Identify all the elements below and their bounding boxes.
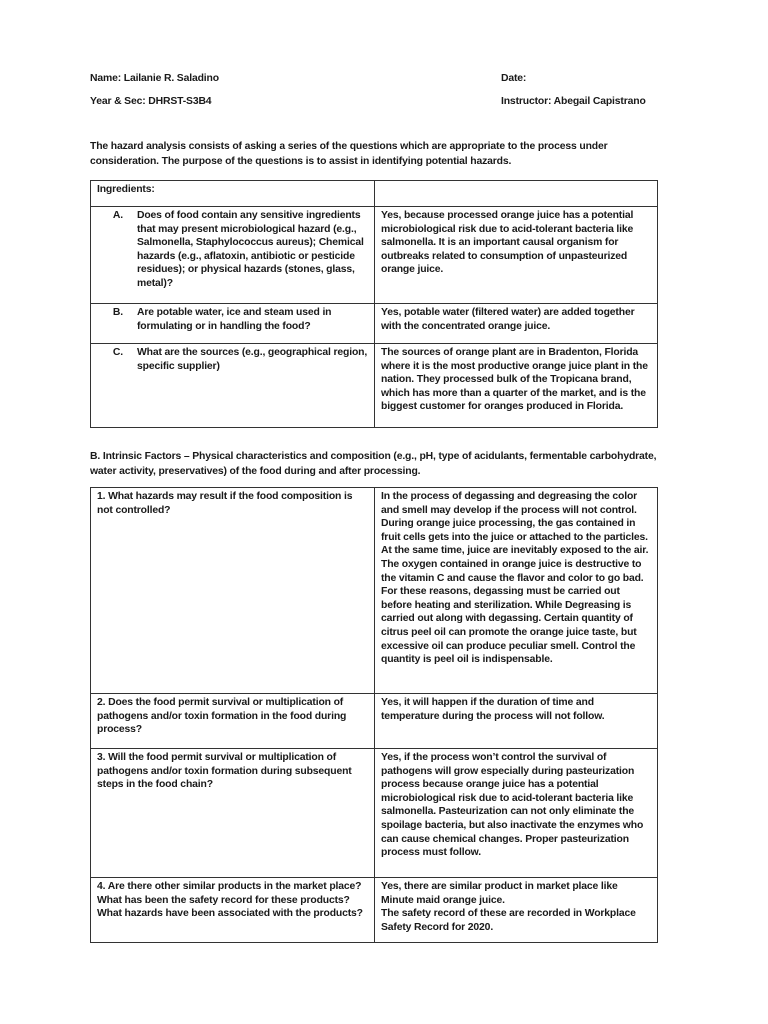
item-letter: C.	[112, 347, 123, 358]
year-section: Year & Sec: DHRST-S3B4	[90, 96, 212, 107]
answer-continued: The safety record of these are recorded in Workplace Safety Record for 2020.	[381, 908, 636, 933]
question: 4. Are there other similar products in the market place? What has been the safety record for these products? What hazards have been associated with the products?	[91, 878, 375, 943]
question: Does of food contain any sensitive ingredients that may present microbiological hazard (e.g., Salmonella, Staphylococcus aureus); Chemical hazards (e.g., aflatoxin, antibiotic or pesticide residues); or physical hazards (stones, glass, metal)?	[137, 210, 364, 289]
empty-cell	[375, 181, 658, 207]
answer: Yes, it will happen if the duration of time and temperature during the process will not follow.	[375, 694, 658, 749]
table-row	[91, 304, 658, 344]
table-header-row	[91, 181, 658, 207]
answer-cell	[375, 878, 658, 943]
answer: Yes, because processed orange juice has a potential microbiological risk due to acid-tolerant bacteria like salmonella. It is an important causal organism for outbreaks related to consumption of unpasteurized orange juice.	[375, 207, 658, 304]
intrinsic-factors-table	[90, 487, 658, 943]
table-row	[91, 207, 658, 304]
item-letter: A.	[112, 210, 123, 221]
ingredients-table	[90, 180, 658, 428]
item-letter: B.	[112, 307, 123, 318]
student-name: Name: Lailanie R. Saladino	[90, 73, 219, 84]
answer: Yes, if the process won’t control the survival of pathogens will grow especially during pasteurization process because orange juice has a potential microbiological risk due to acid-tolerant bacteria like salmonella. Pasteurization can not only eliminate the spoilage bacteria, but also inactivate the enzymes who can cause chemical changes. Proper pasteurization process must follow.	[375, 749, 658, 878]
question: Are potable water, ice and steam used in formulating or in handling the food?	[137, 307, 332, 332]
question: 1. What hazards may result if the food composition is not controlled?	[91, 488, 375, 694]
ingredients-heading: Ingredients:	[91, 181, 375, 207]
question: 2. Does the food permit survival or multiplication of pathogens and/or toxin formation in the food during process?	[91, 694, 375, 749]
question: 3. Will the food permit survival or multiplication of pathogens and/or toxin formation during subsequent steps in the food chain?	[91, 749, 375, 878]
table-row	[91, 344, 658, 428]
table-row	[91, 749, 658, 878]
section-b-heading: B. Intrinsic Factors – Physical characteristics and composition (e.g., pH, type of acidulants, fermentable carbohydrate, water activity, preservatives) of the food during and after processing.	[90, 451, 657, 477]
answer: Yes, there are similar product in market place like Minute maid orange juice.	[381, 881, 618, 906]
date-label: Date:	[501, 73, 527, 84]
table-row	[91, 694, 658, 749]
table-row	[91, 488, 658, 694]
question: What are the sources (e.g., geographical region, specific supplier)	[137, 347, 368, 372]
table-row	[91, 878, 658, 943]
answer: The sources of orange plant are in Bradenton, Florida where it is the most productive orange juice plant in the nation. They processed bulk of the Tropicana brand, which has more than a quarter of the market, and is the biggest customer for oranges produced in Florida.	[375, 344, 658, 428]
answer: In the process of degassing and degreasing the color and smell may develop if the process will not control. During orange juice processing, the gas contained in fruit cells gets into the juice or attached to the particles. At the same time, juice are inevitably exposed to the air. The oxygen contained in orange juice is destructive to the vitamin C and cause the flavor and color to go bad. For these reasons, degassing must be carried out before heating and sterilization. While Degreasing is carried out along with degassing. Certain quantity of citrus peel oil can promote the orange juice taste, but excessive oil can produce peculiar smell. Control the quantity is peel oil is indispensable.	[375, 488, 658, 694]
answer: Yes, potable water (filtered water) are added together with the concentrated orange juice.	[375, 304, 658, 344]
intro-paragraph: The hazard analysis consists of asking a series of the questions which are appropriate to the process under consideration. The purpose of the questions is to assist in identifying potential hazards.	[90, 141, 608, 167]
instructor: Instructor: Abegail Capistrano	[501, 96, 646, 107]
